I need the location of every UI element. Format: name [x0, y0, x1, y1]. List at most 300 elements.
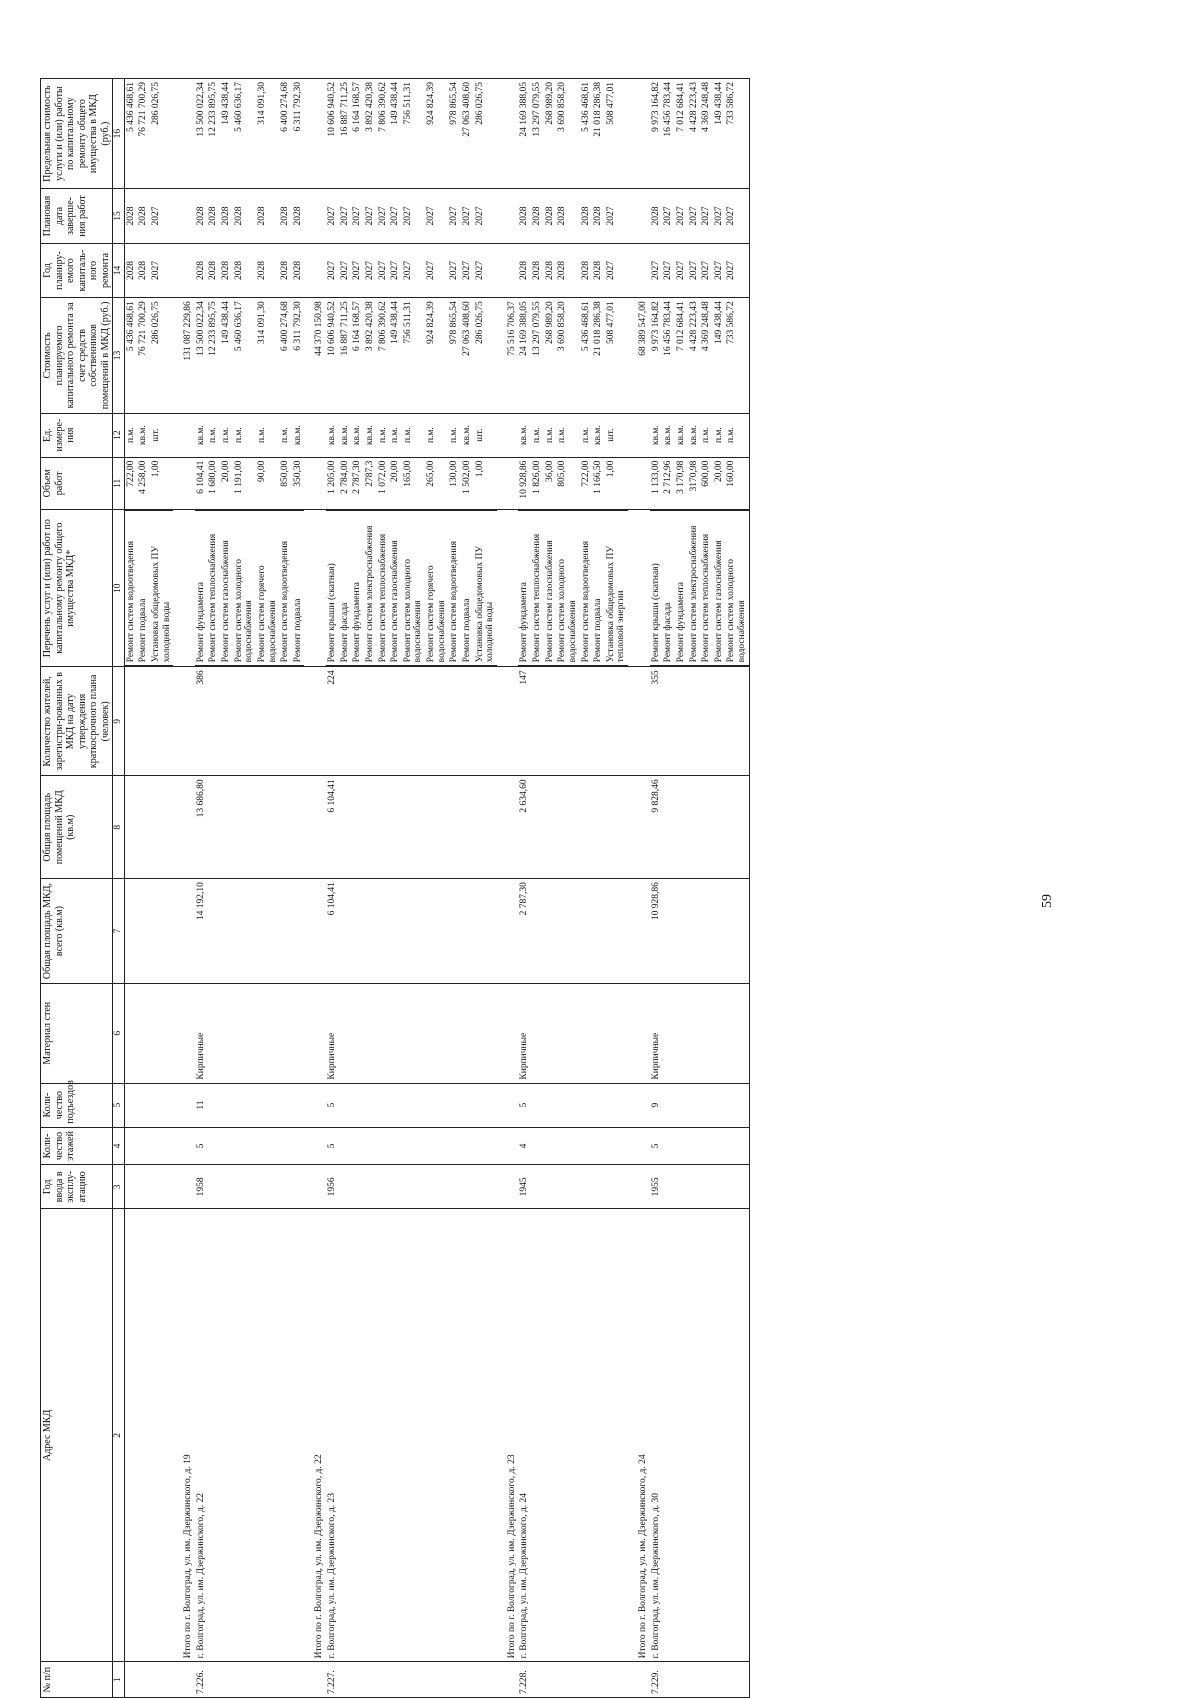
work-row [725, 79, 749, 1698]
year-cell: 2028 [124, 243, 137, 298]
work-row [474, 79, 497, 1698]
cost-cell: 7 806 390,62 [377, 298, 390, 413]
empty-cell [556, 1209, 579, 1662]
empty-cell [304, 413, 326, 457]
empty-cell [713, 667, 726, 776]
house-residents: 147 [518, 667, 531, 776]
date-cell: 2027 [150, 189, 173, 244]
house-floors: 5 [326, 1127, 339, 1165]
empty-cell [461, 776, 474, 879]
empty-cell [662, 879, 675, 984]
house-year: 1958 [195, 1165, 208, 1209]
empty-cell [339, 983, 352, 1083]
empty-cell [497, 1165, 519, 1209]
empty-cell [351, 983, 364, 1083]
date-cell: 2028 [592, 189, 605, 244]
empty-cell [279, 983, 292, 1083]
empty-cell [531, 879, 544, 984]
empty-cell [700, 1127, 713, 1165]
cost-cell: 978 865,54 [448, 298, 461, 413]
unit-cell: кв.м. [662, 413, 675, 457]
empty-cell [220, 1127, 233, 1165]
empty-cell [150, 1165, 173, 1209]
empty-cell [497, 983, 519, 1083]
empty-cell [700, 667, 713, 776]
unit-cell: кв.м. [518, 413, 531, 457]
work-row [531, 79, 544, 1698]
empty-cell [688, 1127, 701, 1165]
house-area-total: 6 104,41 [326, 879, 339, 984]
header-cell: Количество жителей, зарегистри-рованных в МКД на дату утверждения краткосрочного плана (человек) [41, 667, 113, 776]
work-name-cell: Ремонт систем горячего водоснабжения [256, 510, 279, 666]
work-name-cell: Ремонт фасада [339, 510, 352, 666]
empty-cell [233, 667, 256, 776]
unit-cell: п.м. [220, 413, 233, 457]
empty-cell [220, 667, 233, 776]
empty-cell [364, 776, 377, 879]
volume-cell: 36,00 [544, 457, 557, 509]
empty-cell [700, 1165, 713, 1209]
empty-cell [339, 1209, 352, 1662]
work-row [389, 79, 402, 1698]
empty-cell [605, 1165, 628, 1209]
empty-cell [364, 1209, 377, 1662]
empty-cell [292, 1662, 305, 1698]
empty-cell [580, 667, 593, 776]
row-number: 7.226. [195, 1662, 208, 1698]
empty-cell [304, 879, 326, 984]
empty-cell [173, 879, 195, 984]
empty-cell [425, 1127, 448, 1165]
empty-cell [364, 1662, 377, 1698]
work-name-cell: Ремонт систем водоотведения [448, 510, 461, 666]
empty-cell [531, 667, 544, 776]
empty-cell [173, 510, 195, 667]
house-area-rooms: 6 104,41 [326, 776, 339, 879]
unit-cell: п.м. [580, 413, 593, 457]
year-cell: 2027 [364, 243, 377, 298]
year-cell: 2027 [339, 243, 352, 298]
empty-cell [339, 1083, 352, 1127]
empty-cell [556, 776, 579, 879]
house-address: г. Волгоград, ул. им. Дзержинского, д. 22 [195, 1209, 208, 1662]
date-cell: 2027 [725, 189, 749, 244]
empty-cell [497, 189, 519, 244]
cost-cell: 314 091,30 [256, 298, 279, 413]
empty-cell [137, 1083, 150, 1127]
date-cell: 2027 [377, 189, 390, 244]
year-cell: 2028 [137, 243, 150, 298]
work-row [518, 79, 531, 1698]
work-row [425, 79, 448, 1698]
volume-cell: 165,00 [402, 457, 425, 509]
cost-cell: 21 018 286,38 [592, 298, 605, 413]
work-row [351, 79, 364, 1698]
empty-cell [402, 1165, 425, 1209]
empty-cell [220, 1209, 233, 1662]
empty-cell [531, 983, 544, 1083]
empty-cell [279, 1165, 292, 1209]
empty-cell [124, 1165, 137, 1209]
empty-cell [233, 1165, 256, 1209]
empty-cell [402, 983, 425, 1083]
date-cell: 2028 [256, 189, 279, 244]
cost-cell: 6 164 168,57 [351, 298, 364, 413]
empty-cell [592, 1083, 605, 1127]
empty-cell [700, 1209, 713, 1662]
empty-cell [351, 667, 364, 776]
date-cell: 2027 [713, 189, 726, 244]
empty-cell [389, 1662, 402, 1698]
empty-cell [173, 413, 195, 457]
limit-cell: 6 164 168,57 [351, 79, 364, 189]
limit-cell: 149 438,44 [389, 79, 402, 189]
work-row [207, 79, 220, 1698]
limit-cell: 149 438,44 [713, 79, 726, 189]
volume-cell: 1,00 [150, 457, 173, 509]
cost-cell: 6 400 274,68 [279, 298, 292, 413]
year-cell: 2027 [700, 243, 713, 298]
empty-cell [124, 1127, 137, 1165]
empty-cell [497, 776, 519, 879]
header-cell: Адрес МКД [41, 1209, 113, 1662]
volume-cell: 1,00 [474, 457, 497, 509]
empty-cell [662, 1165, 675, 1209]
empty-cell [556, 1127, 579, 1165]
volume-cell: 2 712,96 [662, 457, 675, 509]
total-cost: 68 389 547,00 [628, 298, 650, 413]
empty-cell [725, 983, 749, 1083]
empty-cell [389, 983, 402, 1083]
empty-cell [304, 510, 326, 667]
date-cell: 2027 [351, 189, 364, 244]
empty-cell [150, 1662, 173, 1698]
empty-cell [531, 1165, 544, 1209]
empty-cell [592, 1662, 605, 1698]
empty-cell [628, 79, 650, 189]
work-row [256, 79, 279, 1698]
total-row [304, 79, 326, 1698]
year-cell: 2028 [556, 243, 579, 298]
column-number: 2 [113, 1209, 125, 1662]
year-cell: 2028 [233, 243, 256, 298]
house-area-rooms: 9 828,46 [650, 776, 663, 879]
empty-cell [605, 879, 628, 984]
unit-cell: п.м. [207, 413, 220, 457]
empty-cell [364, 879, 377, 984]
empty-cell [124, 1662, 137, 1698]
empty-cell [544, 1127, 557, 1165]
empty-cell [461, 667, 474, 776]
year-cell: 2028 [220, 243, 233, 298]
empty-cell [628, 1127, 650, 1165]
empty-cell [580, 983, 593, 1083]
empty-cell [461, 1127, 474, 1165]
year-cell: 2028 [592, 243, 605, 298]
work-name-cell: Ремонт подвала [461, 510, 474, 666]
house-material: Кирпичные [195, 983, 208, 1083]
empty-cell [137, 1165, 150, 1209]
empty-cell [292, 983, 305, 1083]
work-name-cell: Ремонт систем электроснабжения [364, 510, 377, 666]
year-cell: 2027 [650, 243, 663, 298]
empty-cell [389, 1165, 402, 1209]
unit-cell: п.м. [425, 413, 448, 457]
empty-cell [173, 457, 195, 509]
house-floors: 4 [518, 1127, 531, 1165]
empty-cell [137, 667, 150, 776]
total-row [628, 79, 650, 1698]
empty-cell [580, 1209, 593, 1662]
empty-cell [461, 1083, 474, 1127]
limit-cell: 3 892 420,38 [364, 79, 377, 189]
house-address: г. Волгоград, ул. им. Дзержинского, д. 30 [650, 1209, 663, 1662]
cost-cell: 924 824,39 [425, 298, 448, 413]
empty-cell [461, 879, 474, 984]
date-cell: 2028 [292, 189, 305, 244]
work-name-cell: Ремонт систем водоотведения [125, 510, 138, 666]
empty-cell [713, 1165, 726, 1209]
empty-cell [425, 776, 448, 879]
empty-cell [448, 983, 461, 1083]
empty-cell [628, 1662, 650, 1698]
header-cell: № п/п [41, 1662, 113, 1698]
unit-cell: п.м. [377, 413, 390, 457]
limit-cell: 268 989,20 [544, 79, 557, 189]
total-label: Итого по г. Волгоград, ул. им. Дзержинского, д. 22 [304, 1209, 326, 1662]
limit-cell: 7 806 390,62 [377, 79, 390, 189]
total-cost: 44 370 150,98 [304, 298, 326, 413]
empty-cell [339, 1127, 352, 1165]
house-entrances: 11 [195, 1083, 208, 1127]
column-number: 4 [113, 1127, 125, 1165]
empty-cell [497, 79, 519, 189]
header-cell: Коли-чество этажей [41, 1127, 113, 1165]
empty-cell [389, 1083, 402, 1127]
date-cell: 2027 [448, 189, 461, 244]
empty-cell [279, 879, 292, 984]
empty-cell [544, 983, 557, 1083]
cost-cell: 149 438,44 [220, 298, 233, 413]
date-cell: 2028 [544, 189, 557, 244]
empty-cell [292, 776, 305, 879]
year-cell: 2027 [474, 243, 497, 298]
limit-cell: 4 369 248,48 [700, 79, 713, 189]
column-number: 5 [113, 1083, 125, 1127]
volume-cell: 265,00 [425, 457, 448, 509]
limit-cell: 733 586,72 [725, 79, 749, 189]
empty-cell [497, 1662, 519, 1698]
year-cell: 2027 [389, 243, 402, 298]
cost-cell: 268 989,20 [544, 298, 557, 413]
cost-cell: 5 460 636,17 [233, 298, 256, 413]
empty-cell [662, 1083, 675, 1127]
empty-cell [137, 1127, 150, 1165]
empty-cell [279, 1083, 292, 1127]
empty-cell [207, 776, 220, 879]
empty-cell [592, 983, 605, 1083]
limit-cell: 10 606 940,52 [326, 79, 339, 189]
cost-cell: 24 169 388,05 [518, 298, 531, 413]
work-row [339, 79, 352, 1698]
date-cell: 2028 [124, 189, 137, 244]
limit-cell: 924 824,39 [425, 79, 448, 189]
limit-cell: 27 063 408,60 [461, 79, 474, 189]
cost-cell: 4 369 248,48 [700, 298, 713, 413]
empty-cell [425, 667, 448, 776]
limit-cell: 149 438,44 [220, 79, 233, 189]
work-row [150, 79, 173, 1698]
work-name-cell: Ремонт систем газоснабжения [220, 510, 233, 666]
unit-cell: кв.м. [592, 413, 605, 457]
empty-cell [389, 776, 402, 879]
total-row [173, 79, 195, 1698]
empty-cell [628, 1165, 650, 1209]
cost-cell: 9 973 164,82 [650, 298, 663, 413]
empty-cell [688, 776, 701, 879]
empty-cell [605, 776, 628, 879]
unit-cell: п.м. [556, 413, 579, 457]
column-number: 9 [113, 667, 125, 776]
cost-cell: 149 438,44 [389, 298, 402, 413]
cost-cell: 12 233 895,75 [207, 298, 220, 413]
unit-cell: кв.м. [195, 413, 208, 457]
cost-cell: 286 026,75 [150, 298, 173, 413]
header-cell: Общая площадь МКД, всего (кв.м) [41, 879, 113, 984]
empty-cell [402, 1662, 425, 1698]
year-cell: 2028 [544, 243, 557, 298]
cost-cell: 286 026,75 [474, 298, 497, 413]
empty-cell [377, 1662, 390, 1698]
empty-cell [124, 1083, 137, 1127]
empty-cell [256, 983, 279, 1083]
house-residents: 355 [650, 667, 663, 776]
empty-cell [675, 1662, 688, 1698]
empty-cell [124, 667, 137, 776]
limit-cell: 286 026,75 [474, 79, 497, 189]
empty-cell [474, 1127, 497, 1165]
empty-cell [605, 1127, 628, 1165]
work-row [605, 79, 628, 1698]
empty-cell [474, 1209, 497, 1662]
empty-cell [531, 1127, 544, 1165]
empty-cell [150, 983, 173, 1083]
empty-cell [233, 1127, 256, 1165]
limit-cell: 21 018 286,38 [592, 79, 605, 189]
work-name-cell: Ремонт крыши (скатная) [326, 510, 339, 666]
work-row [364, 79, 377, 1698]
house-material: Кирпичные [518, 983, 531, 1083]
work-name-cell: Ремонт систем водоотведения [580, 510, 593, 666]
empty-cell [725, 667, 749, 776]
house-residents: 386 [195, 667, 208, 776]
unit-cell: п.м. [448, 413, 461, 457]
empty-cell [556, 667, 579, 776]
cost-cell: 149 438,44 [713, 298, 726, 413]
empty-cell [256, 1662, 279, 1698]
empty-cell [377, 879, 390, 984]
column-number: 16 [113, 79, 125, 189]
column-number: 8 [113, 776, 125, 879]
unit-cell: п.м. [725, 413, 749, 457]
empty-cell [292, 1165, 305, 1209]
empty-cell [256, 667, 279, 776]
volume-cell: 160,00 [725, 457, 749, 509]
volume-cell: 1 133,00 [650, 457, 663, 509]
empty-cell [688, 1209, 701, 1662]
empty-cell [448, 776, 461, 879]
empty-cell [628, 457, 650, 509]
work-name-cell: Ремонт систем холодного водоснабжения [556, 510, 579, 666]
limit-cell: 13 297 079,55 [531, 79, 544, 189]
column-number: 13 [113, 298, 125, 413]
house-address: г. Волгоград, ул. им. Дзержинского, д. 23 [326, 1209, 339, 1662]
date-cell: 2027 [389, 189, 402, 244]
empty-cell [402, 1083, 425, 1127]
empty-cell [256, 1127, 279, 1165]
unit-cell: кв.м. [650, 413, 663, 457]
empty-cell [220, 983, 233, 1083]
work-name-cell: Ремонт фундамента [518, 510, 531, 666]
empty-cell [461, 1165, 474, 1209]
work-row [556, 79, 579, 1698]
empty-cell [351, 879, 364, 984]
empty-cell [425, 1165, 448, 1209]
empty-cell [304, 1165, 326, 1209]
total-cost: 131 087 229,86 [173, 298, 195, 413]
empty-cell [377, 776, 390, 879]
work-name-cell: Ремонт фундамента [675, 510, 688, 666]
empty-cell [402, 667, 425, 776]
volume-cell: 1 826,00 [531, 457, 544, 509]
empty-cell [713, 776, 726, 879]
empty-cell [544, 879, 557, 984]
cost-cell: 6 311 792,30 [292, 298, 305, 413]
work-row [461, 79, 474, 1698]
empty-cell [279, 667, 292, 776]
empty-cell [124, 879, 137, 984]
year-cell: 2027 [351, 243, 364, 298]
table-body [124, 79, 750, 1698]
empty-cell [389, 1209, 402, 1662]
empty-cell [377, 1209, 390, 1662]
work-name-cell: Ремонт систем горячего водоснабжения [425, 510, 448, 666]
house-floors: 5 [650, 1127, 663, 1165]
volume-cell: 600,00 [700, 457, 713, 509]
house-area-total: 14 192,10 [195, 879, 208, 984]
year-cell: 2027 [662, 243, 675, 298]
date-cell: 2028 [556, 189, 579, 244]
empty-cell [580, 1083, 593, 1127]
limit-cell: 6 311 792,30 [292, 79, 305, 189]
work-row [292, 79, 305, 1698]
empty-cell [389, 1127, 402, 1165]
empty-cell [364, 667, 377, 776]
empty-cell [474, 1165, 497, 1209]
empty-cell [713, 1662, 726, 1698]
volume-cell: 2 784,00 [339, 457, 352, 509]
empty-cell [304, 667, 326, 776]
date-cell: 2027 [461, 189, 474, 244]
house-floors: 5 [195, 1127, 208, 1165]
work-name-cell: Ремонт систем электроснабжения [688, 510, 701, 666]
work-row [700, 79, 713, 1698]
empty-cell [256, 1209, 279, 1662]
empty-cell [339, 1662, 352, 1698]
empty-cell [173, 776, 195, 879]
empty-cell [531, 1083, 544, 1127]
year-cell: 2027 [675, 243, 688, 298]
